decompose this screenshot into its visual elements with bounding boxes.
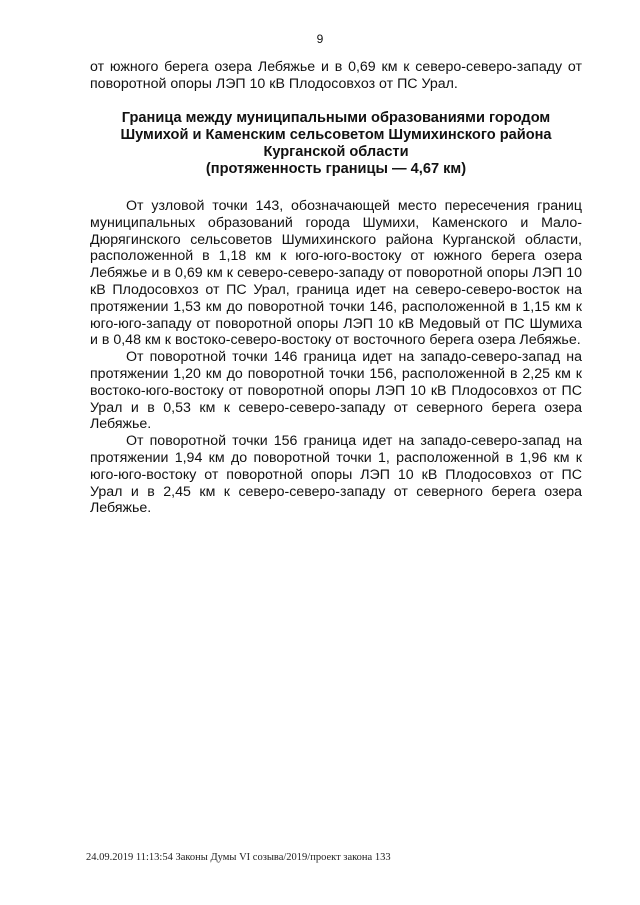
paragraph-1: От узловой точки 143, обозначающей место пересечения границ муниципальных образований города Шумихи, Каменского и Мало-Дюрягинского сельсоветов Шумихинского района Курганской области, расположенной в 1,18 км к юго-юго-востоку от южного берега озера Лебяжье и в 0,69 км к северо-северо-западу от поворотной опоры ЛЭП 10 кВ Плодосовхоз от ПС Урал, граница идет на северо-северо-восток на протяжении 1,53 км до поворотной точки 146, расположенной в 1,15 км к юго-юго-западу от поворотной опоры ЛЭП 10 кВ Медовый от ПС Шумиха и в 0,48 км к востоко-северо-востоку от восточного берега озера Лебяжье. [90,198,582,349]
footer-stamp: 24.09.2019 11:13:54 Законы Думы VI созыва/2019/проект закона 133 [86,852,391,863]
heading-line-4: (протяженность границы — 4,67 км) [205,161,467,177]
page-number: 9 [316,32,324,46]
body-text [90,198,582,517]
section-heading [92,110,580,178]
heading-line-2: Шумихой и Каменским сельсоветом Шумихинского района [120,127,552,143]
paragraph-2: От поворотной точки 146 граница идет на западо-северо-запад на протяжении 1,20 км до поворотной точки 156, расположенной в 2,25 км к востоко-юго-востоку от поворотной опоры ЛЭП 10 кВ Плодосовхоз от ПС Урал и в 0,53 км к северо-северо-западу от северного берега озера Лебяжье. [90,349,582,433]
heading-line-1: Граница между муниципальными образованиями городом [121,110,551,126]
heading-line-3: Курганской области [263,144,409,160]
paragraph-3: От поворотной точки 156 граница идет на западо-северо-запад на протяжении 1,94 км до поворотной точки 1, расположенной в 1,96 км к юго-юго-востоку от поворотной опоры ЛЭП 10 кВ Плодосовхоз от ПС Урал и в 2,45 км к северо-северо-западу от северного берега озера Лебяжье. [90,433,582,517]
intro-paragraph: от южного берега озера Лебяжье и в 0,69 км к северо-северо-западу от поворотной опоры ЛЭП 10 кВ Плодосовхоз от ПС Урал. [90,59,582,92]
